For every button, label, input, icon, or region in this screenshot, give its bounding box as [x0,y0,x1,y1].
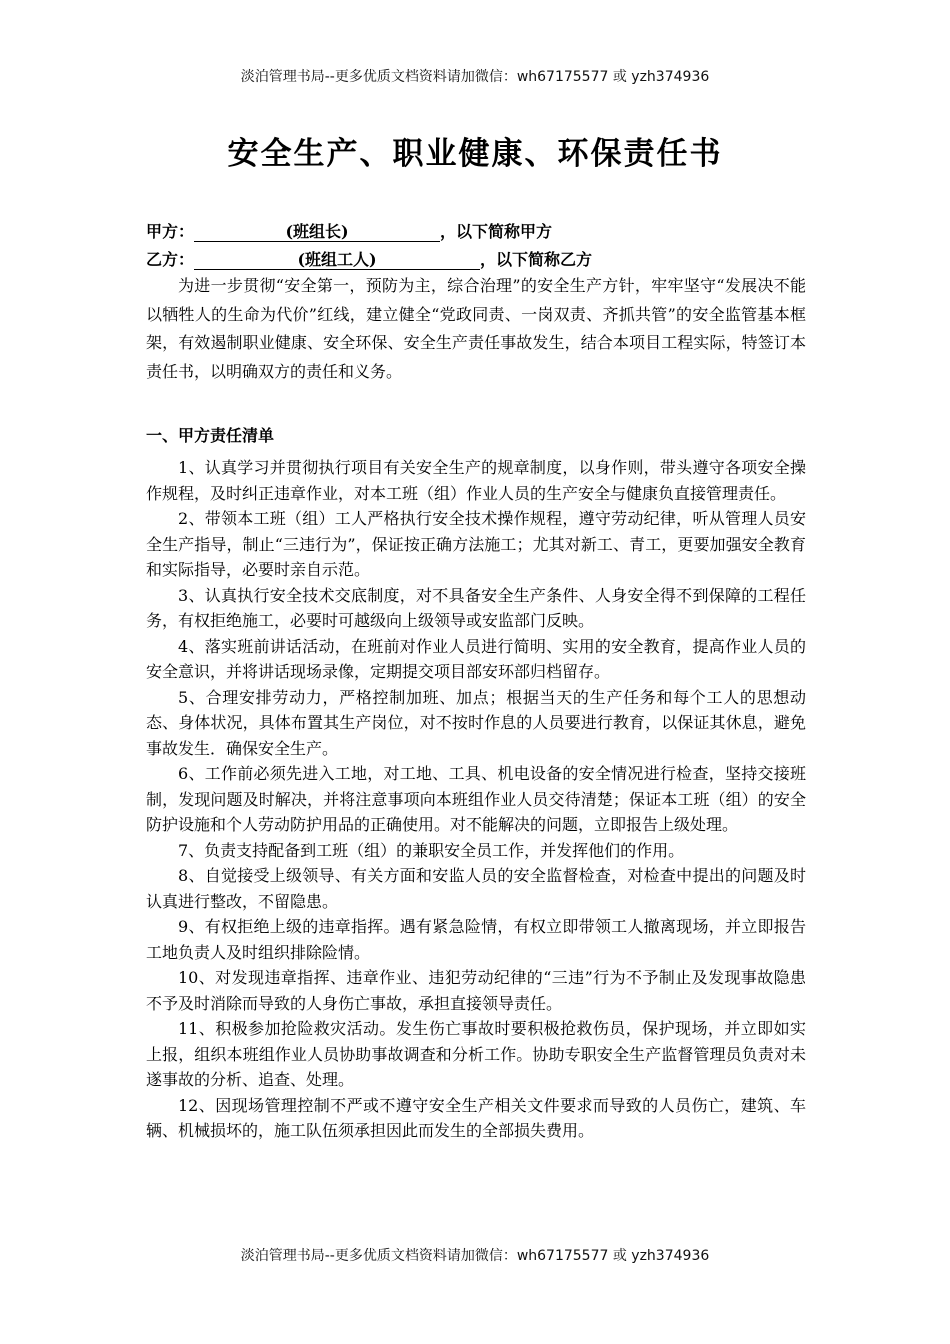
party-b-line [146,247,592,270]
list-item: 11、积极参加抢险救灾活动。发生伤亡事故时要积极抢救伤员，保护现场，并立即如实上报，组织本班组作业人员协助事故调查和分析工作。协助专职安全生产监督管理员负责对未遂事故的分析、追查、处理。 [146,1019,806,1089]
list-item: 10、对发现违章指挥、违章作业、违犯劳动纪律的“三违”行为不予制止及发现事故隐患不予及时消除而导致的人身伤亡事故，承担直接领导责任。 [146,968,806,1013]
party-a-line [146,219,552,242]
party-b-label: 乙方： [146,250,195,269]
party-a-blank [194,223,440,242]
party-b-blank [194,251,480,270]
list-item: 3、认真执行安全技术交底制度，对不具备安全生产条件、人身安全得不到保障的工程任务，有权拒绝施工，必要时可越级向上级领导或安监部门反映。 [146,585,806,630]
list-item: 12、因现场管理控制不严或不遵守安全生产相关文件要求而导致的人员伤亡，建筑、车辆、机械损坏的，施工队伍须承担因此而发生的全部损失费用。 [146,1095,806,1140]
list-item: 1、认真学习并贯彻执行项目有关安全生产的规章制度，以身作则，带头遵守各项安全操作规程，及时纠正违章作业，对本工班（组）作业人员的生产安全与健康负直接管理责任。 [146,458,806,503]
list-item: 9、有权拒绝上级的违章指挥。遇有紧急险情，有权立即带领工人撤离现场，并立即报告工地负责人及时组织排除险情。 [146,917,806,962]
intro-paragraph: 为进一步贯彻“安全第一，预防为主，综合治理”的安全生产方针，牢牢坚守“发展决不能以牺牲人的生命为代价”红线，建立健全“党政同责、一岗双责、齐抓共管”的安全监管基本框架，有效遏制职业健康、安全环保、安全生产责任事故发生，结合本项目工程实际，特签订本责任书，以明确双方的责任和义务。 [146,276,806,381]
list-item: 7、负责支持配备到工班（组）的兼职安全员工作，并发挥他们的作用。 [178,840,685,860]
responsibility-list [146,455,806,1144]
page-header: 淡泊管理书局--更多优质文档资料请加微信：wh67175577 或 yzh374936 [240,69,710,85]
list-item: 4、落实班前讲话活动，在班前对作业人员进行简明、实用的安全教育，提高作业人员的安全意识，并将讲话现场录像，定期提交项目部安环部归档留存。 [146,636,806,681]
party-b-role: (班组工人) [297,250,377,269]
party-a-role: (班组长) [285,222,349,241]
document-title: 安全生产、职业健康、环保责任书 [227,136,723,172]
list-item: 8、自觉接受上级领导、有关方面和安监人员的安全监督检查，对检查中提出的问题及时认真进行整改，不留隐患。 [146,866,806,911]
list-item: 6、工作前必须先进入工地，对工地、工具、机电设备的安全情况进行检查，坚持交接班制，发现问题及时解决，并将注意事项向本班组作业人员交待清楚；保证本工班（组）的安全防护设施和个人劳动防护用品的正确使用。对不能解决的问题，立即报告上级处理。 [146,764,806,834]
list-item: 2、带领本工班（组）工人严格执行安全技术操作规程，遵守劳动纪律，听从管理人员安全生产指导，制止“三违行为”，保证按正确方法施工；尤其对新工、青工，更要加强安全教育和实际指导，必要时亲自示范。 [146,509,806,579]
list-item: 5、合理安排劳动力，严格控制加班、加点；根据当天的生产任务和每个工人的思想动态、身体状况，具体布置其生产岗位，对不按时作息的人员要进行教育，以保证其休息，避免事故发生．确保安全生产。 [146,687,806,758]
intro-block [146,272,806,386]
party-a-label: 甲方： [146,222,195,241]
party-a-suffix: ，以下简称甲方 [440,222,553,241]
party-b-suffix: ，以下简称乙方 [480,250,593,269]
page-footer: 淡泊管理书局--更多优质文档资料请加微信：wh67175577 或 yzh374936 [240,1248,710,1264]
section-1-title: 一、甲方责任清单 [146,426,275,445]
